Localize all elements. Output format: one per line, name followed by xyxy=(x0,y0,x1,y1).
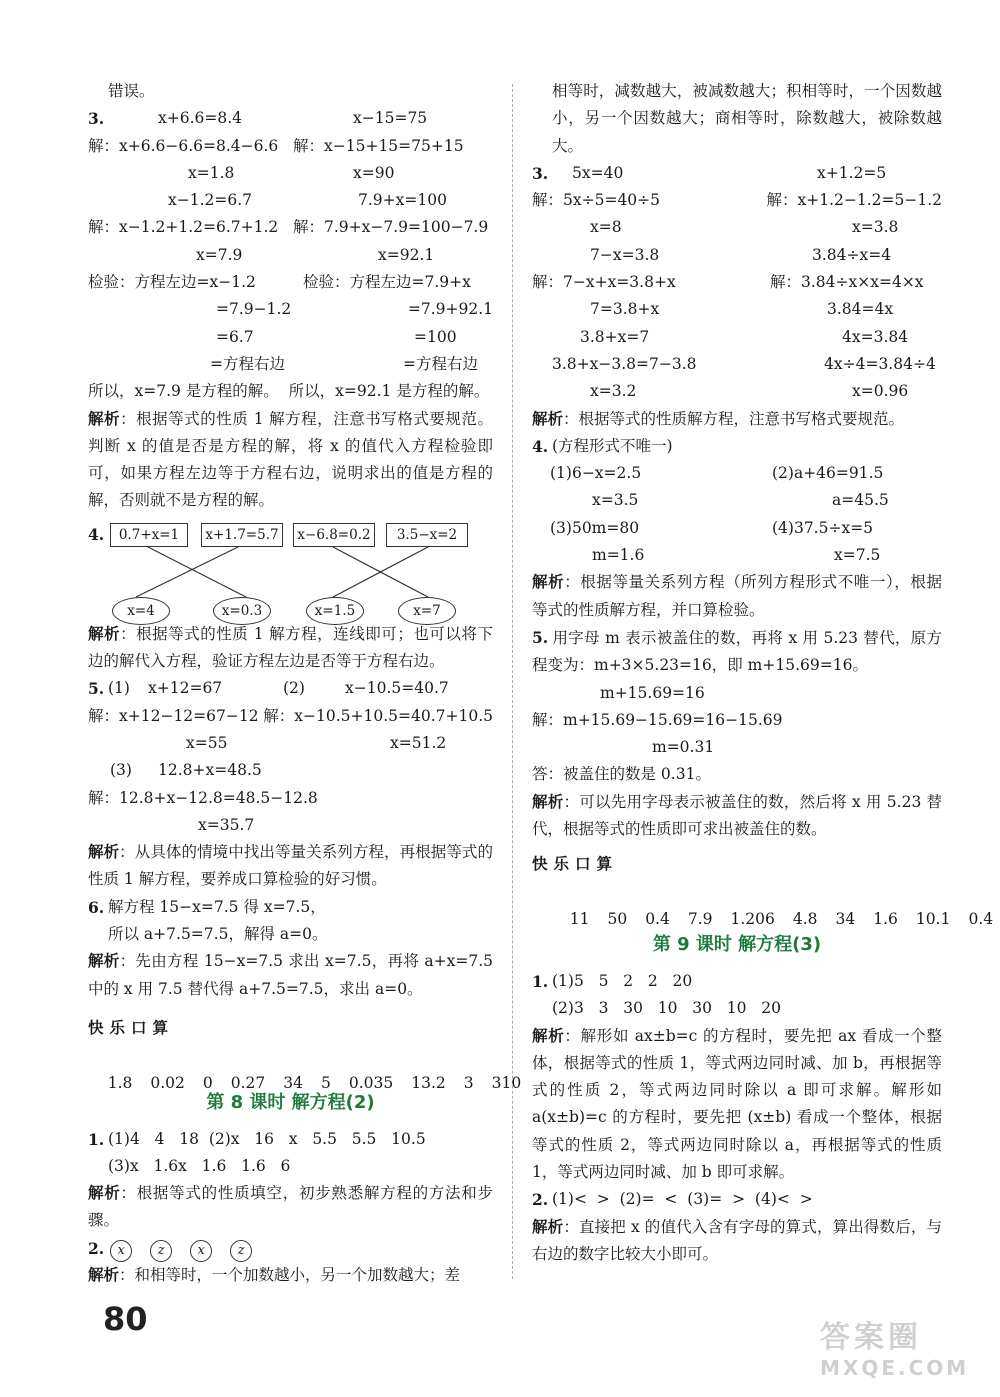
l8-q1-analysis: 解析：根据等式的性质填空，初步熟悉解方程的方法和步骤。 xyxy=(88,1184,493,1230)
q3-analysis: 解析：根据等式的性质 1 解方程，注意书写格式要规范。判断 x 的值是否是方程的解，将 x 的值代入方程检验即可，如果方程左边等于方程右边，说明求出的值是方程的解，否则就不是方程的解。 xyxy=(88,409,493,510)
kuaile-kousuan-answers: 1.8 0.02 0 0.27 34 5 0.035 13.2 3 310 xyxy=(107,1073,522,1092)
circled-letter: z xyxy=(230,1240,252,1262)
continued-text: 相等时，减数越大，被减数越大；积相等时，一个因数越小，另一个因数越大；商相等时，除数越大，被除数越大。 xyxy=(552,82,942,155)
q3-conclusion: 所以，x=7.9 是方程的解。 所以，x=92.1 是方程的解。 xyxy=(88,382,490,401)
equation-box: x−6.8=0.2 xyxy=(293,523,375,547)
equation-box: x+1.7=5.7 xyxy=(201,523,283,547)
page-number: 80 xyxy=(103,1300,148,1338)
right-column: 相等时，减数越大，被减数越大；积相等时，一个因数越小，另一个因数越大；商相等时，除数越大，被除数越大。 3. 5x=40 x+1.2=5 解：5x÷5=40÷5 解：x+1.2−1.2=5−1.2 x=8 x=3.8 7−x=3.8 3.84÷x=4 解：7−x+x=3.8+x 解：3.84÷x×x=4×x 7=3.8+x 3.84=4x 3.8+x=7 4x=3.84 3.8+x−3.8=7−3.8 4x÷4=3.84÷4 x=3.2 x=0.96 解析：根据等式的性质解方程，注意书写格式要规范。 4. (方程形式不唯一) (1)6−x=2.5 (2)a+46=91.5 x=3.5 a=45.5 (3)50m=80 (4)37.5÷x=5 m=1.6 x=7.5 解析：根据等量关系列方程（所列方程形式不唯一），根据等式的性质解方程，并口算检验。 5. 用字母 m 表示被盖住的数，再将 x 用 5.23 替代，原方程变为：m+3×5.23=16，即 m+15.69=16。 m+15.69=16 解：m+15.69−15.69=16−15.69 m=0.31 答：被盖住的数是 0.31。 解析：可以先用字母表示被盖住的数，然后将 x 用 5.23 替代，根据等式的性质即可求出被盖住的数。 快乐口算 11 50 0.4 7.9 1.206 4.8 34 1.6 10.1 0.4 第 9 课时 解方程(3) 1. (1)5 5 2 2 20 (2)3 3 30 10 30 10 20 解析：解形如 ax±b=c 的方程时，要先把 ax 看成一个整体，根据等式的性质 1，等式两边同时减、加 b，再根据等式的性质 2，等式两边同时除以 a 即可求解。解形如 a(x±b)=c 的方程时，要先把 (x±b) 看成一个整体，根据等式的性质 2，等式两边同时除以 a，再根据等式的性质 1，等式两边同时减、加 b 即可求解。 2. (1)< > (2)= < (3)= > (4)< > 解析：直接把 x 的值代入含有字母的算式，算出得数后，与右边的数字比较大小即可。 xyxy=(532,78,942,1268)
r-q3-analysis: 解析：根据等式的性质解方程，注意书写格式要规范。 xyxy=(532,409,905,428)
solution-oval: x=7 xyxy=(398,597,456,625)
kuaile-kousuan-answers: 11 50 0.4 7.9 1.206 4.8 34 1.6 10.1 0.4 xyxy=(569,909,994,928)
watermark-logo: 答案圈 MXQE.COM xyxy=(820,1320,970,1380)
l9-q1-analysis: 解析：解形如 ax±b=c 的方程时，要先把 ax 看成一个整体，根据等式的性质 1，等式两边同时减、加 b，再根据等式的性质 2，等式两边同时除以 a 即可求解。解形如 a(x±b)=c 的方程时，要先把 (x±b) 看成一个整体，根据等式的性质 2，等式两边同时除以 a，再根据等式的性质 1，等式两边同时减、加 b 即可求解。 xyxy=(532,1026,942,1181)
q3-row: 3. x+6.6=8.4 x−15=75 xyxy=(88,109,428,129)
kuaile-kousuan-heading: 快乐口算 xyxy=(532,855,619,874)
equation-box: 0.7+x=1 xyxy=(110,523,188,547)
lesson-8-title: 第 8 课时 解方程(2) xyxy=(206,1091,375,1113)
matching-diagram: 4. 0.7+x=1 x+1.7=5.7 x−6.8=0.2 3.5−x=2 x=4 x=0.3 x=1.5 x=7 xyxy=(88,521,493,655)
circled-letter: x xyxy=(110,1240,132,1262)
kuaile-kousuan-heading: 快乐口算 xyxy=(88,1018,175,1037)
circled-letter: z xyxy=(150,1240,172,1262)
r-q5-text: 5. 用字母 m 表示被盖住的数，再将 x 用 5.23 替代，原方程变为：m+3×5.23=16，即 m+15.69=16。 xyxy=(532,627,942,675)
q4-analysis: 解析：根据等式的性质 1 解方程，连线即可；也可以将下边的解代入方程，验证方程左边是否等于方程右边。 xyxy=(88,624,493,671)
r-q4-row: 4. (方程形式不唯一) xyxy=(532,436,673,456)
solution-oval: x=4 xyxy=(112,597,170,625)
q5-row: 5. (1) x+12=67 (2) x−10.5=40.7 xyxy=(88,679,449,699)
l9-q1-row: 1. (1)5 5 2 2 20 xyxy=(532,971,693,991)
l9-q2-row: 2. (1)< > (2)= < (3)= > (4)< > xyxy=(532,1190,813,1210)
equation-box: 3.5−x=2 xyxy=(386,523,468,547)
q6-row: 6. 解方程 15−x=7.5 得 x=7.5， xyxy=(88,897,326,917)
column-divider xyxy=(512,84,513,1279)
circled-letter: x xyxy=(190,1240,212,1262)
l8-q2-row: 2. x z x z xyxy=(88,1235,493,1262)
lesson-9-title: 第 9 课时 解方程(3) xyxy=(652,933,822,955)
continued-text: 错误。 xyxy=(108,82,155,100)
l8-q2-analysis: 解析：和相等时，一个加数越小，另一个加数越大；差 xyxy=(88,1265,461,1284)
q6-analysis: 解析：先由方程 15−x=7.5 求出 x=7.5，再将 a+x=7.5 中的 x 用 7.5 替代得 a+7.5=7.5，求出 a=0。 xyxy=(88,952,493,998)
l8-q1-row: 1. (1)4 4 18 (2)x 16 x 5.5 5.5 10.5 xyxy=(88,1129,426,1149)
left-column: 错误。 3. x+6.6=8.4 x−15=75 解：x+6.6−6.6=8.4−6.6 解：x−15+15=75+15 x=1.8 x=90 x−1.2=6.7 7.9+x=100 解：x−1.2+1.2=6.7+1.2 解：7.9+x−7.9=100−7.9 x=7.9 x=92.1 检验：方程左边=x−1.2 检验：方程左边=7.9+x =7.9−1.2 =7.9+92.1 =6.7 =100 =方程右边 =方程右边 所以，x=7.9 是方程的解。 所以，x=92.1 是方程的解。 解析：根据等式的性质 1 解方程，注意书写格式要规范。判断 x 的值是否是方程的解，将 x 的值代入方程检验即可，如果方程左边等于方程右边，说明求出的值是方程的解，否则就不是方程的解。 4. 0.7+x=1 x+1.7=5.7 x−6.8=0.2 3.5−x=2 x=4 x=0.3 x=1.5 x=7 解析：根据等式的性质 1 解方程，连线即可；也可以将下边的解代入方程，验证方程左边是否等于方程右边。 5. (1) x+12=67 (2) x−10.5=40.7 解：x+12−12=67−12 解：x−10.5+10.5=40.7+10.5 x=55 x=51.2 (3) 12.8+x=48.5 解：12.8+x−12.8=48.5−12.8 x=35.7 解析：从具体的情境中找出等量关系列方程，再根据等式的性质 1 解方程，要养成口算检验的好习惯。 6. 解方程 15−x=7.5 得 x=7.5， 所以 a+7.5=7.5，解得 a=0。 解析：先由方程 15−x=7.5 求出 x=7.5，再将 a+x=7.5 中的 x 用 7.5 替代得 a+7.5=7.5，求出 a=0。 快乐口算 1.8 0.02 0 0.27 34 5 0.035 13.2 3 310 第 8 课时 解方程(2) 1. (1)4 4 18 (2)x 16 x 5.5 5.5 10.5 (3)x 1.6x 1.6 1.6 6 解析：根据等式的性质填空，初步熟悉解方程的方法和步骤。 2. x z x z 解析：和相等时，一个加数越小，另一个加数越大；差 xyxy=(88,78,493,1289)
r-q4-analysis: 解析：根据等量关系列方程（所列方程形式不唯一），根据等式的性质解方程，并口算检验。 xyxy=(532,573,942,619)
q5-analysis: 解析：从具体的情境中找出等量关系列方程，再根据等式的性质 1 解方程，要养成口算检验的好习惯。 xyxy=(88,843,493,889)
solution-oval: x=1.5 xyxy=(306,597,364,625)
l9-q2-analysis: 解析：直接把 x 的值代入含有字母的算式，算出得数后，与右边的数字比较大小即可。 xyxy=(532,1217,942,1263)
solution-oval: x=0.3 xyxy=(213,597,271,625)
r-q3-row: 3. 5x=40 x+1.2=5 xyxy=(532,163,887,183)
r-q5-analysis: 解析：可以先用字母表示被盖住的数，然后将 x 用 5.23 替代，根据等式的性质即可求出被盖住的数。 xyxy=(532,792,942,839)
